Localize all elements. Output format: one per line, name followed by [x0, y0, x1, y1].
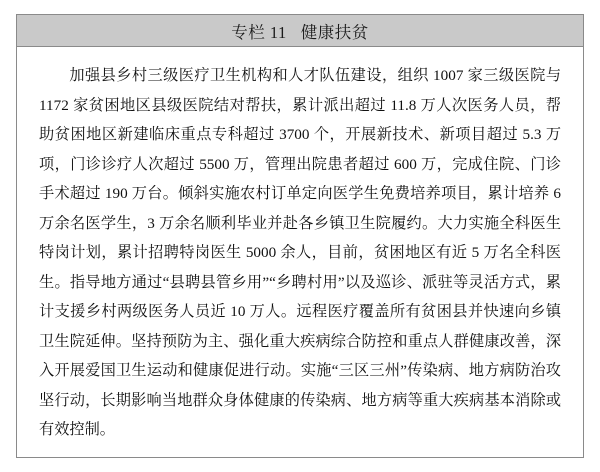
sidebar-box	[16, 14, 584, 458]
box-body	[17, 47, 583, 455]
box-heading: 健康扶贫	[300, 22, 369, 42]
box-label: 专栏 11	[231, 22, 287, 42]
box-title-bar	[17, 15, 583, 47]
box-title	[231, 19, 369, 43]
body-paragraph: 加强县乡村三级医疗卫生机构和人才队伍建设，组织 1007 家三级医院与 1172 家贫困地区县级医院结对帮扶，累计派出超过 11.8 万人次医务人员，帮助贫困地区新建临床重点专科超过 3700 个，开展新技术、新项目超过 5.3 万项，门诊诊疗人次超过 5500 万，管理出院患者超过 600 万，完成住院、门诊手术超过 190 万台。倾斜实施农村订单定向医学生免费培养项目，累计培养 6 万余名医学生，3 万余名顺利毕业并赴各乡镇卫生院履约。大力实施全科医生特岗计划，累计招聘特岗医生 5000 余人，目前，贫困地区有近 5 万名全科医生。指导地方通过“县聘县管乡用”“乡聘村用”以及巡诊、派驻等灵活方式，累计支援乡村两级医务人员近 10 万人。远程医疗覆盖所有贫困县并快速向乡镇卫生院延伸。坚持预防为主、强化重大疾病综合防控和重点人群健康改善，深入开展爱国卫生运动和健康促进行动。实施“三区三州”传染病、地方病防治攻坚行动，长期影响当地群众身体健康的传染病、地方病等重大疾病基本消除或有效控制。	[39, 67, 561, 438]
